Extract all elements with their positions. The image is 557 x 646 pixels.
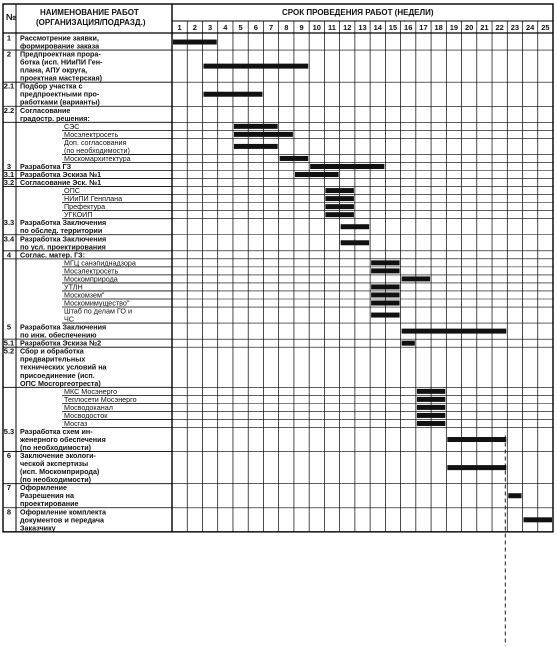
- subtask-label: Доп. согласования: [64, 137, 127, 147]
- week-label: 20: [465, 23, 474, 32]
- subtask-label: Москомимущество": [64, 298, 130, 308]
- task-label: по инж. обеспечению: [20, 330, 97, 340]
- task-number: 5.2: [3, 346, 15, 356]
- subtask-label: Мосэлектросеть: [64, 266, 119, 276]
- task-label: ческой экспертизы: [20, 459, 89, 469]
- subtask-label: НИиПИ Генплана: [64, 194, 123, 204]
- week-label: 8: [284, 23, 289, 32]
- week-label: 19: [449, 23, 459, 32]
- task-bar: [234, 132, 293, 137]
- subtask-label: УГКОИП: [64, 210, 93, 220]
- week-label: 11: [328, 23, 336, 32]
- task-bar: [173, 40, 217, 45]
- subtask-label: Москомприрода: [64, 274, 118, 284]
- task-number: 5: [6, 322, 12, 332]
- name-header-line-2: (ОРГАНИЗАЦИЯ/ПОДРАЗД.): [36, 18, 146, 27]
- task-bar: [325, 196, 353, 201]
- subtask-label: (по необходимости): [64, 145, 130, 155]
- task-label: градостр. решения:: [20, 113, 90, 123]
- task-label: формирование заказа: [20, 41, 100, 51]
- task-number: 3.2: [3, 178, 15, 188]
- task-number: 8: [6, 507, 12, 517]
- task-bar: [417, 405, 445, 410]
- task-label: женерного обеспечения: [20, 435, 106, 444]
- task-label: работками (варианты): [20, 97, 100, 107]
- task-bar: [417, 421, 445, 426]
- subtask-label: Москомзем": [64, 290, 105, 300]
- week-columns: [178, 21, 550, 532]
- task-bar: [417, 389, 445, 394]
- week-label: 6: [253, 23, 258, 32]
- subtask-label: Мосводосток: [64, 410, 108, 420]
- task-number: 3.3: [3, 218, 15, 228]
- subtask-label: МКС Мосэнерго: [64, 386, 118, 396]
- task-label: Разработка схем ин-: [20, 426, 93, 436]
- week-label: 14: [373, 23, 382, 32]
- task-bar: [234, 124, 278, 129]
- task-label: Разработка Заключения: [20, 322, 107, 332]
- task-rows: [3, 34, 553, 533]
- task-bar: [417, 413, 445, 418]
- task-label: Заказчику: [20, 523, 56, 533]
- task-bar: [341, 240, 369, 245]
- task-label: Разработка ГЗ: [20, 161, 72, 171]
- task-bar: [203, 92, 262, 97]
- task-number: 3.1: [3, 170, 15, 180]
- task-bar: [402, 341, 415, 346]
- task-bar: [402, 276, 430, 281]
- task-label: (по необходимости): [20, 475, 92, 485]
- subtask-label: СЭС: [64, 121, 80, 131]
- task-number: 5.1: [3, 338, 15, 348]
- task-bar: [508, 493, 521, 498]
- task-bar: [417, 397, 445, 402]
- week-label: 4: [223, 23, 228, 32]
- task-label: по усл. проектирования: [20, 242, 106, 252]
- week-label: 12: [343, 23, 352, 32]
- period-header: СРОК ПРОВЕДЕНИЯ РАБОТ (НЕДЕЛИ): [282, 8, 434, 17]
- task-number: 7: [6, 483, 12, 493]
- subtask-label: Мосэлектросеть: [64, 129, 119, 139]
- task-label: (по необходимости): [20, 443, 92, 453]
- task-label: Подбор участка с: [20, 81, 83, 91]
- task-bar: [295, 172, 339, 177]
- week-label: 10: [312, 23, 321, 32]
- task-bar: [402, 329, 507, 334]
- task-label: Разработка Заключения: [20, 218, 107, 228]
- week-label: 2: [192, 23, 197, 32]
- task-number: 3.4: [3, 234, 15, 244]
- task-label: по обслед. территории: [20, 226, 103, 236]
- task-number: 1: [6, 33, 12, 43]
- task-label: предварительных: [20, 354, 86, 364]
- week-label: 9: [299, 23, 304, 32]
- task-label: Заключение экологи-: [20, 451, 96, 461]
- task-bar: [234, 144, 278, 149]
- task-bar: [447, 465, 506, 470]
- subtask-label: Москомархитектура: [64, 153, 131, 163]
- task-bar: [371, 268, 399, 273]
- task-bar: [371, 313, 399, 318]
- task-bar: [325, 188, 353, 193]
- subtask-label: Теплосети Мосэнерго: [64, 394, 137, 404]
- task-label: плана, АПУ округа,: [20, 65, 88, 75]
- task-number: 2.1: [3, 81, 15, 91]
- task-label: проектирование: [20, 499, 79, 509]
- task-label: Оформление: [20, 483, 68, 493]
- task-bar: [371, 260, 399, 265]
- task-bar: [325, 204, 353, 209]
- week-label: 16: [404, 23, 413, 32]
- task-bar: [524, 517, 552, 522]
- task-bar: [371, 301, 399, 306]
- task-bar: [310, 164, 384, 169]
- task-label: Разрешения на: [20, 491, 75, 501]
- week-label: 7: [268, 23, 274, 32]
- task-label: Рассмотрение заявки,: [20, 33, 99, 43]
- subtask-label: Префектура: [64, 202, 106, 212]
- week-label: 15: [388, 23, 398, 32]
- week-label: 18: [434, 23, 443, 32]
- task-bar: [341, 224, 369, 229]
- task-number: 2.2: [3, 105, 15, 115]
- subtask-label: Штаб по делам ГО и: [64, 306, 132, 316]
- task-number: 4: [6, 250, 12, 260]
- task-number: 6: [6, 451, 12, 461]
- task-label: Согласование: [20, 105, 71, 115]
- subtask-label: УТЛН: [64, 282, 83, 292]
- week-label: 13: [358, 23, 367, 32]
- subtask-label: ЧС: [64, 314, 74, 324]
- week-label: 17: [419, 23, 428, 32]
- week-label: 23: [510, 23, 520, 32]
- task-label: проектная мастерская): [20, 73, 103, 83]
- task-bar: [447, 437, 506, 442]
- task-number: 5.3: [3, 426, 15, 436]
- week-label: 5: [238, 23, 243, 32]
- task-bar: [371, 292, 399, 297]
- week-label: 24: [525, 23, 535, 32]
- task-label: ОПС Мосгоргеотреста): [20, 378, 101, 388]
- subtask-label: МГЦ санэпиднадзора: [64, 258, 136, 268]
- task-bar: [325, 212, 353, 217]
- task-label: Согласование Эск. №1: [20, 178, 102, 188]
- subtask-label: ОПС: [64, 186, 80, 196]
- task-label: Соглас. матер. ГЗ:: [20, 250, 86, 260]
- week-label: 21: [480, 23, 489, 32]
- task-label: документов и передача: [20, 515, 105, 525]
- task-label: Предпроектная прора-: [20, 49, 101, 59]
- task-bar: [371, 284, 399, 289]
- task-number: 2: [6, 49, 12, 59]
- task-label: Разработка Эскиза №1: [20, 170, 102, 180]
- task-label: Сбор и обработка: [20, 346, 84, 356]
- subtask-label: Мосгаз: [64, 418, 88, 428]
- task-bar: [280, 156, 308, 161]
- week-label: 22: [495, 23, 504, 32]
- subtask-label: Мосводоканал: [64, 402, 113, 412]
- task-label: присоединение (исп.: [20, 370, 95, 380]
- task-label: технических условий на: [20, 362, 107, 372]
- table-header: [6, 8, 434, 27]
- num-header: №: [6, 12, 17, 22]
- week-label: 25: [541, 23, 550, 32]
- task-label: Разработка Эскиза №2: [20, 338, 102, 348]
- task-number: 3: [6, 161, 12, 171]
- week-label: 3: [208, 23, 213, 32]
- task-label: предпроектными про-: [20, 89, 100, 99]
- task-label: ботка (исп. НИиПИ Ген-: [20, 57, 103, 67]
- task-label: Оформление комплекта: [20, 507, 107, 517]
- task-label: (исп. Москомприрода): [20, 467, 100, 477]
- name-header-line-1: НАИМЕНОВАНИЕ РАБОТ: [40, 8, 139, 17]
- task-bar: [203, 64, 308, 69]
- task-label: Разработка Заключения: [20, 234, 107, 244]
- week-label: 1: [177, 23, 182, 32]
